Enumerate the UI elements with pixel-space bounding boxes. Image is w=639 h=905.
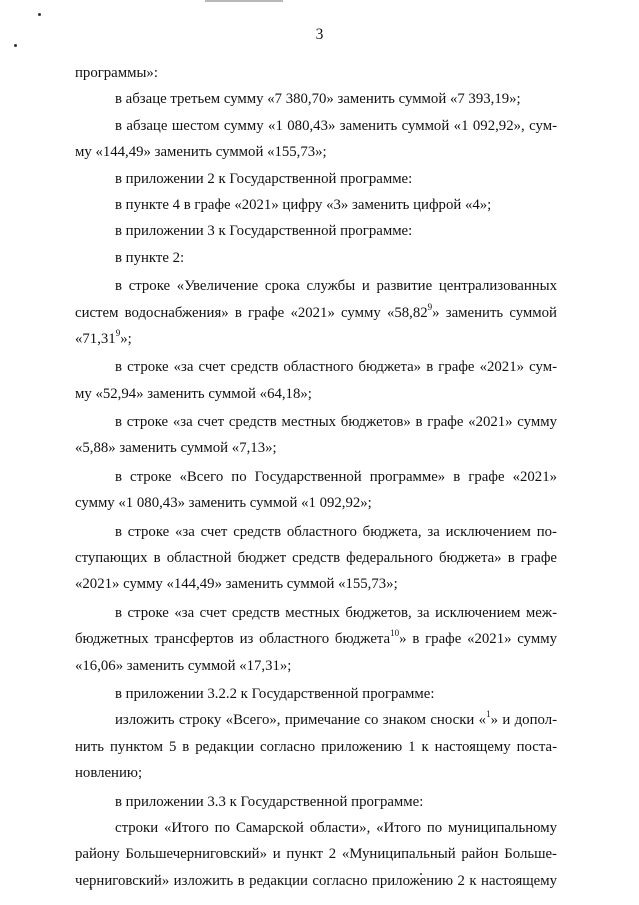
text-fragment: «71,31 <box>75 330 116 347</box>
text-line: в строке «Всего по Государственной программе» в графе «2021» <box>115 468 557 485</box>
text-line <box>75 326 557 352</box>
text-line: в строке «за счет средств областного бюджета, за исключением по- <box>115 523 557 540</box>
text-fragment: систем водоснабжения» в графе «2021» сумму «58,82 <box>75 304 428 321</box>
text-fragment: изложить строку «Всего», примечание со знаком сноски « <box>115 712 487 729</box>
text-line: «16,06» заменить суммой «17,31»; <box>75 657 292 674</box>
text-line: в абзаце шестом сумму «1 080,43» заменить суммой «1 092,92», сум- <box>115 117 557 134</box>
text-line: в пункте 2: <box>115 249 185 266</box>
document-body <box>75 60 557 894</box>
text-fragment: бюджетных трансфертов из областного бюджета <box>75 631 391 648</box>
text-line: в приложении 2 к Государственной программе: <box>115 170 413 187</box>
text-line: сумму «1 080,43» заменить суммой «1 092,92»; <box>75 495 372 512</box>
text-line: району Большечерниговский» и пункт 2 «Муниципальный район Больше- <box>75 846 557 863</box>
text-line: в строке «за счет средств областного бюджета» в графе «2021» сум- <box>115 359 557 376</box>
footnote-mark: 9 <box>115 327 121 338</box>
text-line <box>75 626 557 652</box>
text-line: программы»: <box>75 65 158 81</box>
text-line <box>75 300 557 326</box>
scan-artifact-line <box>205 0 283 2</box>
footnote-mark: 10 <box>390 628 400 639</box>
text-line: нить пунктом 5 в редакции согласно приложению 1 к настоящему поста- <box>75 738 557 755</box>
text-line <box>75 707 557 733</box>
text-line: в строке «за счет средств местных бюджетов» в графе «2021» сумму <box>115 414 557 431</box>
text-line: черниговский» изложить в редакции согласно приложению 2 к настоящему <box>75 872 557 889</box>
text-fragment: »; <box>120 330 132 347</box>
text-line: в приложении 3.2.2 к Государственной программе: <box>115 685 435 702</box>
text-line: новлению; <box>75 765 143 782</box>
text-line: «5,88» заменить суммой «7,13»; <box>75 440 277 457</box>
footnote-mark: 1 <box>486 709 491 720</box>
text-line: в строке «за счет средств местных бюджетов, за исключением меж- <box>115 604 557 621</box>
text-line: ступающих в областной бюджет средств федерального бюджета» в графе <box>75 550 557 567</box>
text-line: му «52,94» заменить суммой «64,18»; <box>75 385 312 402</box>
footnote-mark: 9 <box>427 301 433 312</box>
text-line: в пункте 4 в графе «2021» цифру «3» заменить цифрой «4»; <box>115 196 492 213</box>
text-line: му «144,49» заменить суммой «155,73»; <box>75 144 327 161</box>
text-line: «2021» сумму «144,49» заменить суммой «155,73»; <box>75 576 398 593</box>
text-fragment: » в графе «2021» сумму <box>399 631 558 648</box>
page-number: 3 <box>315 26 324 43</box>
text-line: в строке «Увеличение срока службы и развитие централизованных <box>115 278 557 295</box>
scan-speck <box>14 44 17 47</box>
text-line: в приложении 3.3 к Государственной программе: <box>115 793 424 810</box>
text-fragment: » и допол- <box>490 712 558 729</box>
text-fragment: » заменить суммой <box>432 304 557 321</box>
scan-speck <box>38 13 41 16</box>
text-line: в приложении 3 к Государственной программе: <box>115 223 413 240</box>
text-line: в абзаце третьем сумму «7 380,70» заменить суммой «7 393,19»; <box>115 91 521 108</box>
text-line: строки «Итого по Самарской области», «Итого по муниципальному <box>115 819 557 836</box>
